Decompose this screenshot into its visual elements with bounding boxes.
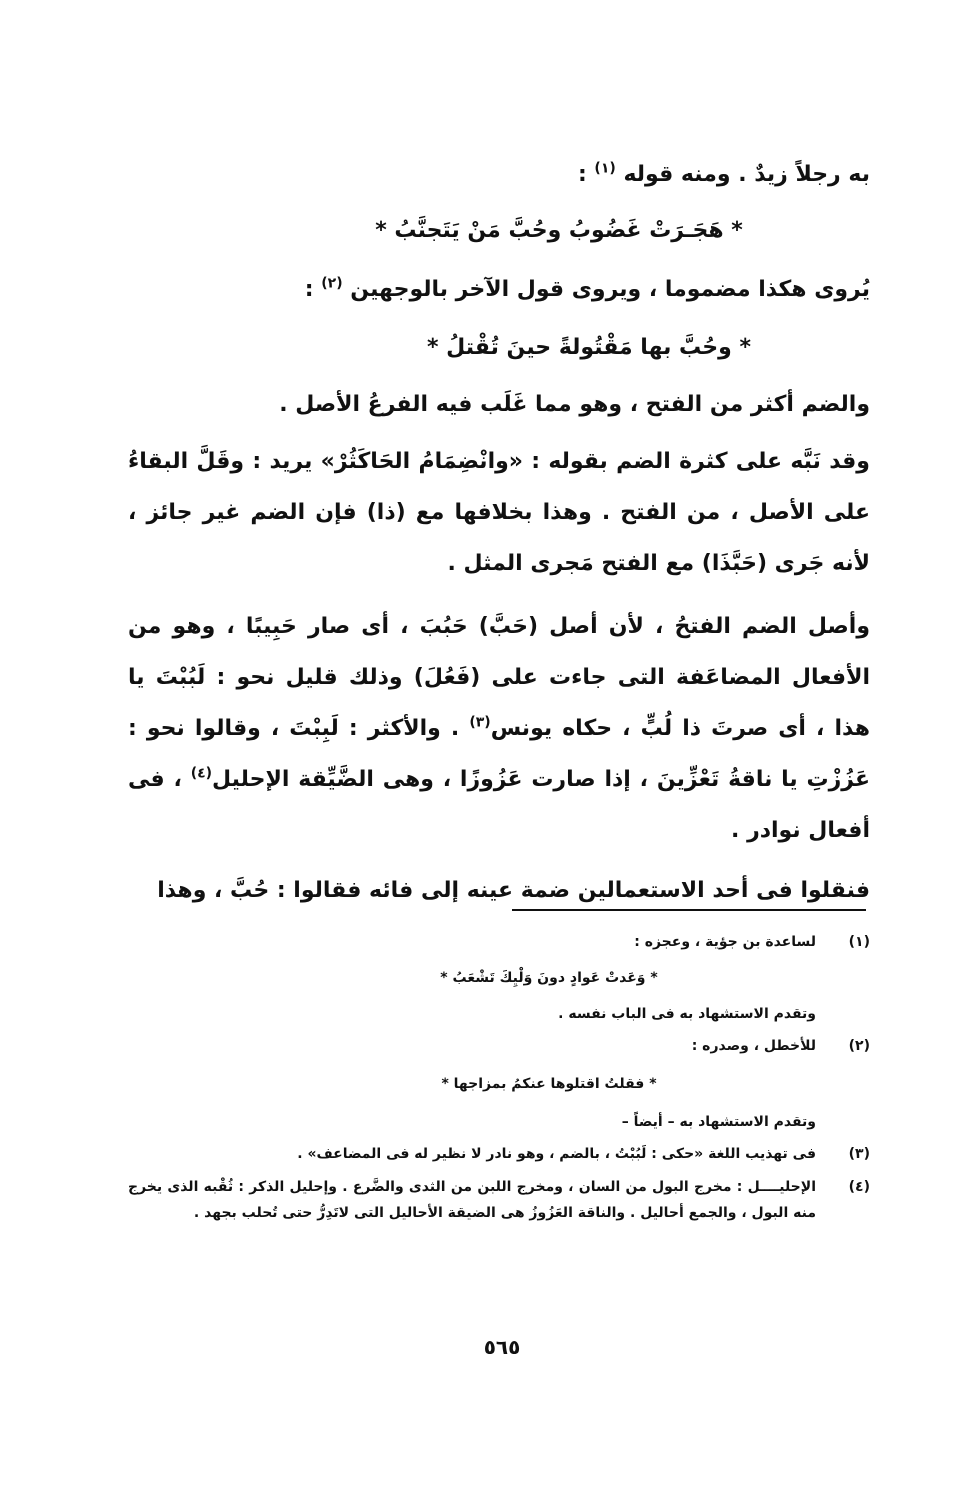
footnote-2-number: (٢) [848,1038,870,1054]
text-line-1-colon: : [577,162,587,187]
page-number: ٥٦٥ [483,1335,521,1359]
footnote-2 [128,1030,870,1062]
paragraph-2 [128,601,870,856]
text-line-3-content: يُروى هكذا مضموما ، ويروى قول الآخر بالوجهين [350,277,870,302]
verse-1: * هَجَـرَتْ غَضُوبُ وحُبَّ مَنْ يَتَجنَّبُ * [375,218,743,243]
paragraph-2-part-c: ، فى أفعال نوادر . [128,767,870,843]
footnote-ref-3: (٣) [469,714,491,731]
footnote-4-text: الإحليــــل : مخرج البول من السان ، ومخرج اللبن من الثدى والضَّرع . وإحليل الذكر : ثُقْبه الذى يخرج منه البول ، والجمع أحاليل . والناقة العَزُوزُ هى الضيقة الأحاليل التى لاتَدِرُّ حتى تُحلب بجهد . [128,1179,816,1221]
text-line-3 [128,260,870,319]
footnote-1-continuation: وتقدم الاستشهاد به فى الباب نفسه . [558,1006,816,1022]
footnote-3-number: (٣) [848,1146,870,1162]
text-last-line: فنقلوا فى أحد الاستعمالين ضمة عينه إلى فائه فقالوا : حُبَّ ، وهذا [157,878,870,903]
verse-2: * وحُبَّ بها مَقْتُولةً حينَ تُقْتلُ * [426,335,751,360]
footnote-1-verse: * وَعَدتْ عَوادٍ دونَ وَلْيِكَ تَشْعَبُ * [440,970,658,986]
text-line-1-content: به رجلاً زيدٌ . ومنه قوله [623,162,870,187]
footnote-ref-2: (٢) [321,275,343,292]
footnote-3-text: فى تهذيب اللغة «حكى : لَبُبْتُ ، بالضم ، وهو نادر لا نظير له فى المضاعف» . [297,1146,816,1162]
text-line-5: والضم أكثر من الفتح ، وهو مما غَلَب فيه الفرعُ الأصل . [279,392,870,417]
footnote-1 [128,926,870,958]
footnote-4-number: (٤) [848,1179,870,1195]
main-text [128,148,870,918]
footnote-2-continuation: وتقدم الاستشهاد به – أيضاً – [621,1114,816,1130]
footnotes [128,926,870,1226]
paragraph-1: وقد نَبَّه على كثرة الضم بقوله : «وانْضِمَامُ الحَاكَثُرْ» يريد : وقَلَّ البقاءُ على الأصل ، من الفتح . وهذا بخلافها مع (ذا) فإن الضم غير جائز ، لأنه جَرى (حَبَّذَا) مع الفتح مَجرى المثل . [128,449,870,576]
footnote-3 [128,1138,870,1170]
footnote-2-verse: * فقلتُ اقتلوها عنكمُ بمزاجها * [441,1076,657,1092]
footnote-1-text: لساعدة بن جؤية ، وعجزه : [634,934,816,950]
paragraph-2-part-b: . والأكثر : لَبِبْتَ ، وقالوا نحو : عَزُزْتِ يا ناقةُ تَعْزِّينَ ، إذا صارت عَزُوزًا ، وهى الضَّيِّقة الإحليل [128,716,871,792]
paragraph-2-part-a: وأصل الضم الفتحُ ، لأن أصل (حَبَّ) حَبُبَ ، أى صار حَبِيبًا ، وهو من الأفعال المضاعَفة التى جاءت على (فَعُلَ) وذلك قليل نحو : لَبُبْتَ يا هذا ، أى صرتَ ذا لُبٍّ ، حكاه يونس [128,614,870,741]
footnote-ref-1: (١) [594,160,616,177]
footnote-4 [128,1174,870,1226]
text-line-1 [128,148,870,201]
footnote-ref-4: (٤) [190,765,213,782]
text-line-3-colon: : [304,277,314,302]
footnote-2-text: للأخطل ، وصدره : [691,1038,816,1054]
footnote-1-number: (١) [848,934,870,950]
footnote-separator [512,909,866,911]
